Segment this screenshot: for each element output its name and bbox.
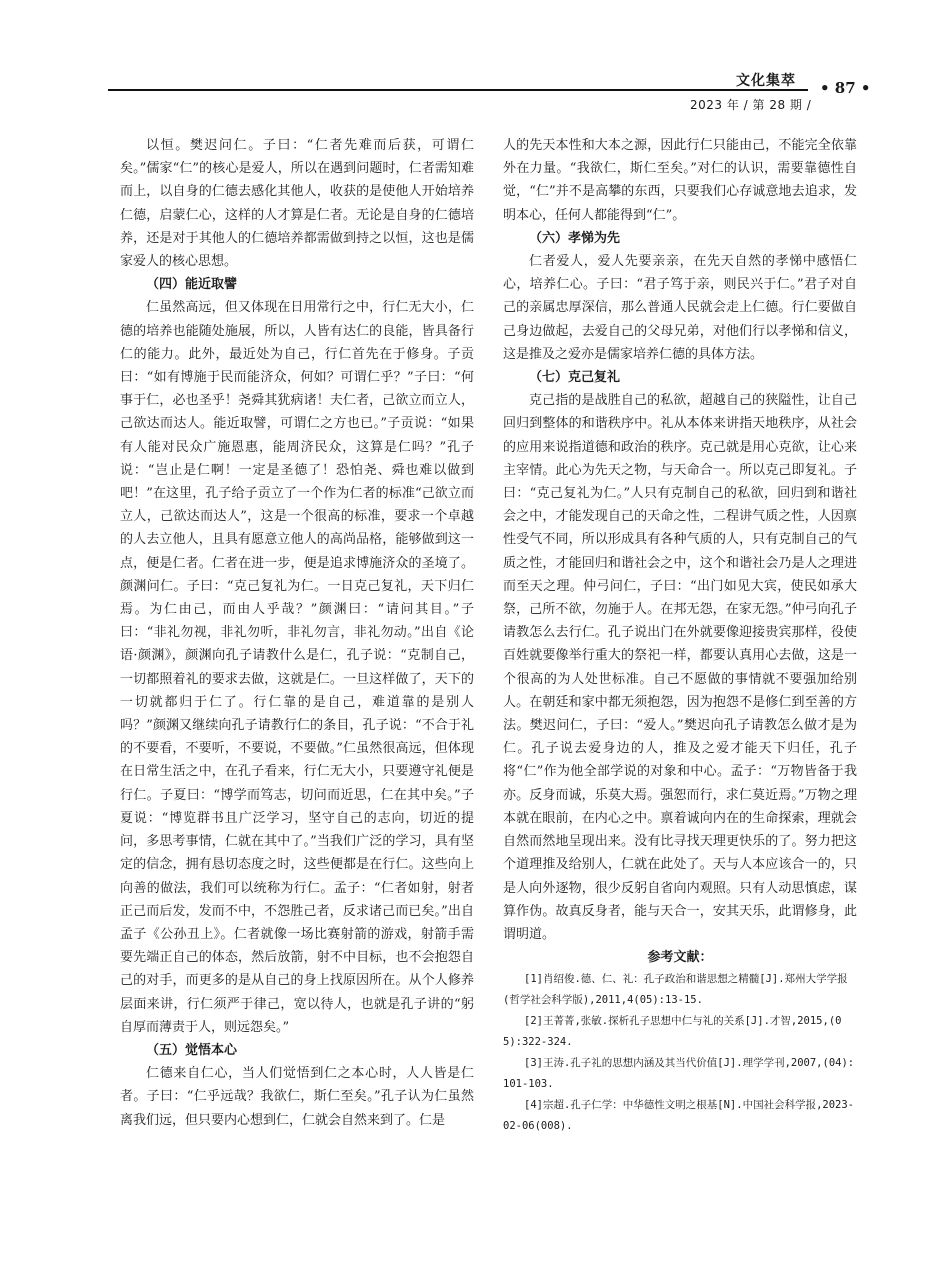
journal-name: 文化集萃 <box>736 73 796 89</box>
header-divider <box>108 89 808 91</box>
paragraph: 仁虽然高远，但又体现在日用常行之中，行仁无大小，仁德的培养也能随处施展，所以，人皆有达仁的良能，皆具备行仁的能力。此外，最近处为自己，行仁首先在于修身。子贡曰：“如有博施于民而能济众，何如？可谓仁乎？”子曰：“何事于仁，必也圣乎！尧舜其犹病诸！夫仁者，己欲立而立人，己欲达而达人。能近取譬，可谓仁之方也已。”子贡说：“如果有人能对民众广施恩惠，能周济民众，这算是仁吗？”孔子说：“岂止是仁啊！一定是圣德了！恐怕尧、舜也难以做到吧！”在这里，孔子给子贡立了一个作为仁者的标准“己欲立而立人，己欲达而达人”，这是一个很高的标准，要求一个卓越的人去立他人，且具有愿意立他人的高尚品格，能够做到这一点，便是仁者。仁者在进一步，便是追求博施济众的圣境了。颜渊问仁。子曰：“克己复礼为仁。一日克己复礼，天下归仁焉。为仁由己，而由人乎哉？”颜渊曰：“请问其目。”子曰：“非礼勿视，非礼勿听，非礼勿言，非礼勿动。”出自《论语·颜渊》，颜渊向孔子请教什么是仁，孔子说：“克制自己，一切都照着礼的要求去做，这就是仁。一旦这样做了，天下的一切就都归于仁了。行仁靠的是自己，难道靠的是别人吗？”颜渊又继续向孔子请教行仁的条目，孔子说：“不合于礼的不要看，不要听，不要说，不要做。”仁虽然很高远，但体现在日常生活之中，在孔子看来，行仁无大小，只要遵守礼便是行仁。子夏曰：“博学而笃志，切问而近思，仁在其中矣。”子夏说：“博览群书且广泛学习，坚守自己的志向，切近的提问，多思考事情，仁就在其中了。”当我们广泛的学习，具有坚定的信念，拥有恳切态度之时，这些便都是在行仁。这些向上向善的做法，我们可以统称为行仁。孟子：“仁者如射，射者正己而后发，发而不中，不怨胜己者，反求诸己而已矣。”出自孟子《公孙丑上》。仁者就像一场比赛射箭的游戏，射箭手需要先端正自己的体态，然后放箭，射不中目标，也不会抱怨自己的对手，而更多的是从自己的身上找原因所在。从个人修养层面来讲，行仁须严于律己，宽以待人，也就是孔子讲的“躬自厚而薄责于人，则远怨矣。” <box>120 300 474 1035</box>
issue-info: 2023 年 / 第 28 期 / <box>690 98 812 112</box>
right-column <box>503 134 857 1137</box>
section-heading: （四）能近取譬 <box>146 277 238 293</box>
page-number: • 87 • <box>820 79 871 97</box>
reference-item: [2]王菁菁,张敏.探析孔子思想中仁与礼的关系[J].才智,2015,(05):322-324. <box>503 1015 842 1049</box>
paragraph: 克己指的是战胜自己的私欲，超越自己的狭隘性，让自己回归到整体的和谐秩序中。礼从本体来讲指天地秩序，从社会的应用来说指道德和政治的秩序。克己就是用心克欲，让心来主宰情。此心为先天之物，与天命合一。所以克己即复礼。子曰：“克己复礼为仁。”人只有克制自己的私欲，回归到和谐社会之中，才能发现自己的天命之性，二程讲气质之性，人因禀性受气不同，所以形成具有各种气质的人，只有克制自己的气质之性，才能回归和谐社会之中，这个和谐社会乃是人之理进而至天之理。仲弓问仁，子曰：“出门如见大宾，使民如承大祭，己所不欲，勿施于人。在邦无怨，在家无怨。”仲弓向孔子请教怎么去行仁。孔子说出门在外就要像迎接贵宾那样，役使百姓就要像举行重大的祭祀一样，都要认真用心去做，这是一个很高的为人处世标准。自己不愿做的事情就不要强加给别人。在朝廷和家中都无须抱怨，因为抱怨不是修仁到至善的方法。樊迟问仁，子曰：“爱人。”樊迟向孔子请教怎么做才是为仁。孔子说去爱身边的人，推及之爱才能天下归任，孔子将“仁”作为他全部学说的对象和中心。孟子：“万物皆备于我亦。反身而诚，乐莫大焉。强恕而行，求仁莫近焉。”万物之理本就在眼前，在内心之中。禀着诚向内在的生命探索，理就会自然而然地呈现出来。没有比寻找天理更快乐的了。努力把这个道理推及给别人，仁就在此处了。天与人本应该合一的，只是人向外逐物，很少反躬自省向内观照。只有人动思慎虑，谋算作伪。故真反身者，能与天合一，安其天乐，此谓修身，此谓明道。 <box>503 393 857 942</box>
reference-item: [1]肖绍俊.德、仁、礼：孔子政治和谐思想之精髓[J].郑州大学学报(哲学社会科学版),2011,4(05):13-15. <box>503 973 848 1007</box>
references-title: 参考文献： <box>647 950 713 966</box>
section-heading: （七）克己复礼 <box>529 370 621 386</box>
section-heading: （五）觉悟本心 <box>146 1042 238 1058</box>
left-column <box>120 134 474 1132</box>
paragraph: 仁者爱人，爱人先要亲亲，在先天自然的孝悌中感悟仁心，培养仁心。子曰：“君子笃于亲，则民兴于仁。”君子对自己的亲属忠厚深信，那么普通人民就会走上仁德。行仁要做自己身边做起，去爱自己的父母兄弟，对他们行以孝悌和信义，这是推及之爱亦是儒家培养仁德的具体方法。 <box>503 254 857 362</box>
reference-item: [3]王涛.孔子礼的思想内涵及其当代价值[J].理学学刊,2007,(04):101-103. <box>503 1057 855 1091</box>
reference-item: [4]宗超.孔子仁学：中华德性文明之根基[N].中国社会科学报,2023-02-06(008). <box>503 1099 855 1133</box>
paragraph: 仁德来自仁心，当人们觉悟到仁之本心时，人人皆是仁者。子曰：“仁乎远哉？我欲仁，斯仁至矣。”孔子认为仁虽然离我们远，但只要内心想到仁，仁就会自然来到了。仁是 <box>120 1066 474 1128</box>
paragraph: 以恒。樊迟问仁。子曰：“仁者先难而后获，可谓仁矣。”儒家“仁”的核心是爱人，所以在遇到问题时，仁者需知难而上，以自身的仁德去感化其他人，收获的是使他人开始培养仁德，启蒙仁心，这样的人才算是仁者。无论是自身的仁德培养，还是对于其他人的仁德培养都需做到持之以恒，这也是儒家爱人的核心思想。 <box>120 138 474 270</box>
paragraph: 人的先天本性和大本之源，因此行仁只能由己，不能完全依靠外在力量。“我欲仁，斯仁至矣。”对仁的认识，需要靠德性自觉，“仁”并不是高攀的东西，只要我们心存诚意地去追求，发明本心，任何人都能得到“仁”。 <box>503 138 857 223</box>
section-heading: （六）孝悌为先 <box>529 230 621 246</box>
